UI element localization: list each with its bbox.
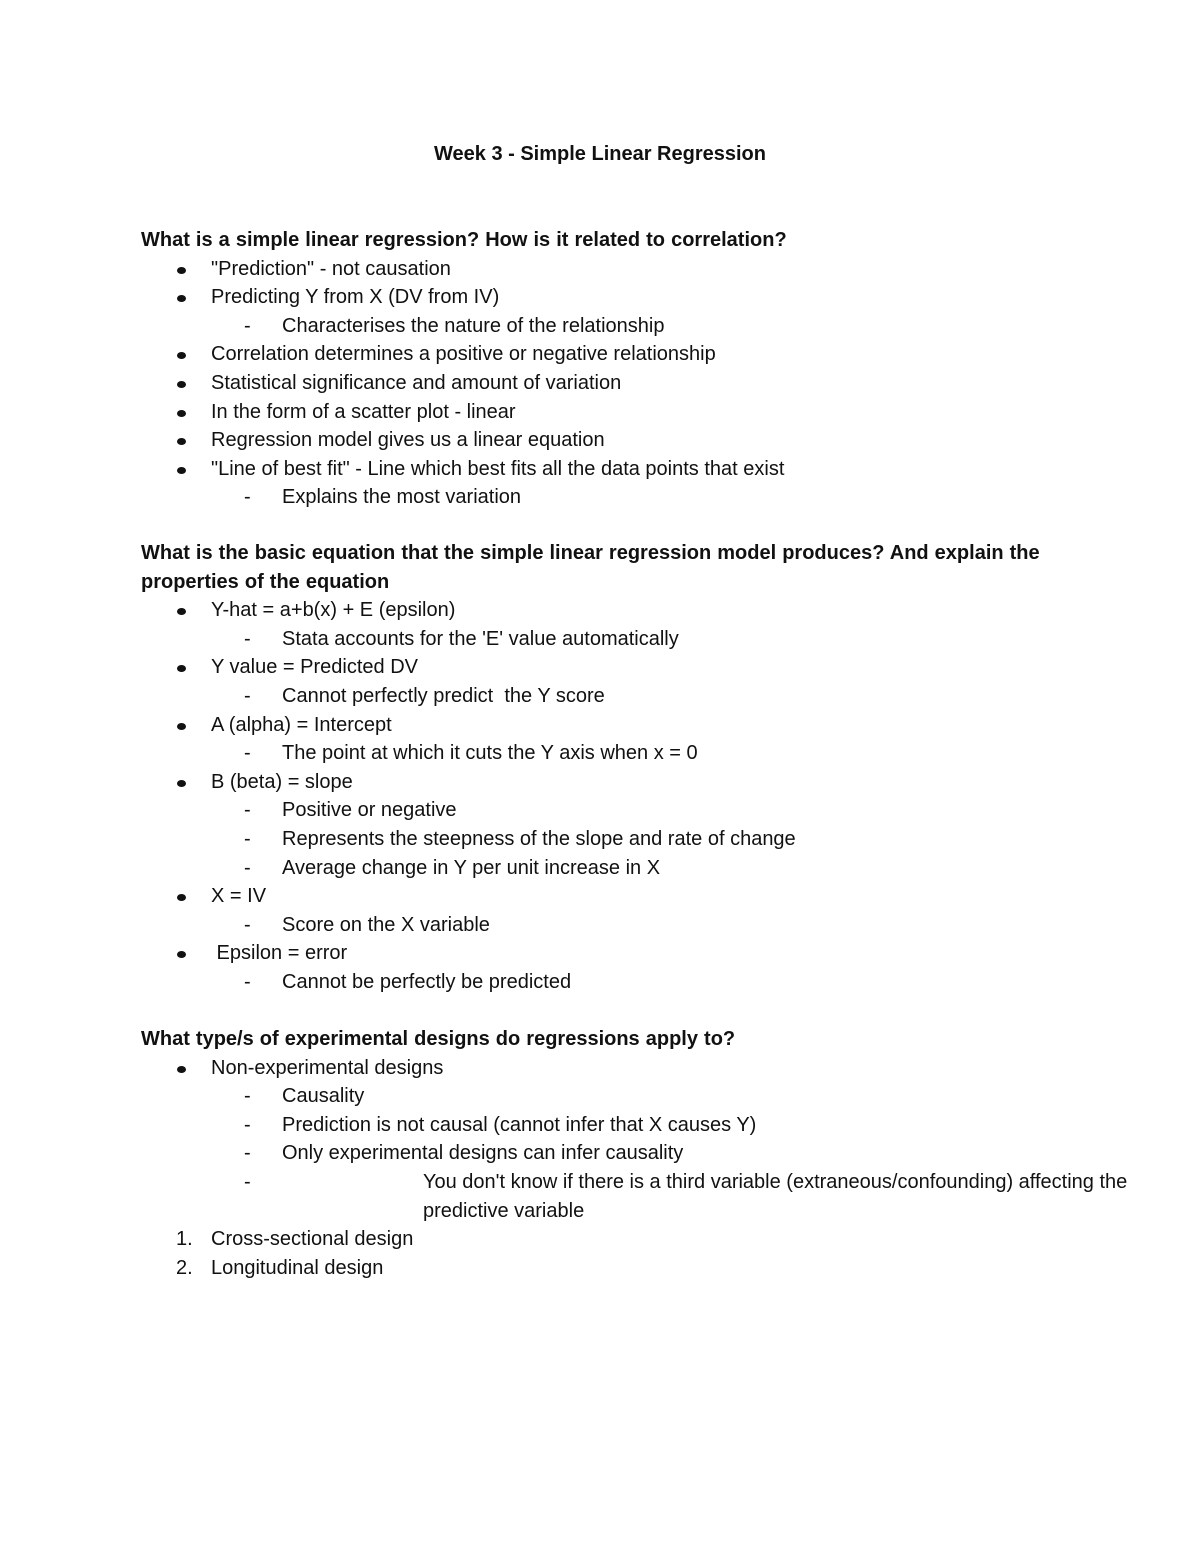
sub-list-item: - Cannot be perfectly be predicted <box>141 968 1041 997</box>
dash-icon: - <box>244 1142 251 1165</box>
dash-icon: - <box>244 856 251 879</box>
list-number: 2. <box>176 1256 193 1279</box>
list-item: In the form of a scatter plot - linear <box>141 398 1041 427</box>
bullet-icon <box>177 608 186 615</box>
dash-icon: - <box>244 486 251 509</box>
sub-list-item: - Causality <box>141 1082 1041 1111</box>
dash-icon: - <box>244 970 251 993</box>
list-number: 1. <box>176 1228 193 1251</box>
sub-list-item: - The point at which it cuts the Y axis when x = 0 <box>141 739 1041 768</box>
section-experimental-designs <box>141 1025 1128 1282</box>
list-item: Non-experimental designs <box>141 1054 1041 1083</box>
dash-icon: - <box>244 1170 251 1193</box>
list-item: Predicting Y from X (DV from IV) <box>141 283 1041 312</box>
section-question: What is a simple linear regression? How is it related to correlation? <box>141 229 787 251</box>
numbered-list-item: 2. Longitudinal design <box>141 1254 1041 1283</box>
list-item: B (beta) = slope <box>141 768 1041 797</box>
sub-list-item: - Positive or negative <box>141 796 1041 825</box>
section-basic-equation <box>141 539 1041 997</box>
sub-list-item: - You don't know if there is a third variable (extraneous/confounding) affecting the predictive variable <box>141 1168 1041 1225</box>
dash-icon: - <box>244 684 251 707</box>
sub-list-item: - Average change in Y per unit increase in X <box>141 854 1041 883</box>
dash-icon: - <box>244 827 251 850</box>
bullet-icon <box>177 295 186 302</box>
list-item: Correlation determines a positive or negative relationship <box>141 340 1041 369</box>
sub-list-item: - Score on the X variable <box>141 911 1041 940</box>
page-title: Week 3 - Simple Linear Regression <box>434 143 766 165</box>
bullet-icon <box>177 780 186 787</box>
section-question: What is the basic equation that the simple linear regression model produces? And explain the properties of the equation <box>141 542 1040 593</box>
dash-icon: - <box>244 742 251 765</box>
bullet-icon <box>177 951 186 958</box>
sub-list-item: - Cannot perfectly predict the Y score <box>141 682 1041 711</box>
sub-list-item: - Represents the steepness of the slope and rate of change <box>141 825 1041 854</box>
bullet-icon <box>177 1066 186 1073</box>
bullet-icon <box>177 410 186 417</box>
sub-list-item: - Explains the most variation <box>141 483 1041 512</box>
dash-icon: - <box>244 1113 251 1136</box>
list-item: Y-hat = a+b(x) + E (epsilon) <box>141 596 1041 625</box>
bullet-icon <box>177 467 186 474</box>
list-item: A (alpha) = Intercept <box>141 711 1041 740</box>
dash-icon: - <box>244 314 251 337</box>
section-regression-definition <box>141 226 1041 512</box>
dash-icon: - <box>244 1085 251 1108</box>
list-item: X = IV <box>141 882 1041 911</box>
bullet-icon <box>177 723 186 730</box>
dash-icon: - <box>244 913 251 936</box>
list-item: "Line of best fit" - Line which best fits all the data points that exist <box>141 455 1041 484</box>
bullet-icon <box>177 267 186 274</box>
list-item: Epsilon = error <box>141 939 1041 968</box>
numbered-list-item: 1. Cross-sectional design <box>141 1225 1041 1254</box>
dash-icon: - <box>244 627 251 650</box>
list-item: Statistical significance and amount of variation <box>141 369 1041 398</box>
bullet-icon <box>177 665 186 672</box>
sub-list-item: - Stata accounts for the 'E' value automatically <box>141 625 1041 654</box>
list-item: Y value = Predicted DV <box>141 653 1041 682</box>
sub-list-item: - Only experimental designs can infer causality <box>141 1139 1041 1168</box>
bullet-icon <box>177 894 186 901</box>
sub-list-item: - Prediction is not causal (cannot infer that X causes Y) <box>141 1111 1041 1140</box>
bullet-icon <box>177 381 186 388</box>
list-item: "Prediction" - not causation <box>141 255 1041 284</box>
bullet-icon <box>177 438 186 445</box>
section-question: What type/s of experimental designs do regressions apply to? <box>141 1028 736 1050</box>
dash-icon: - <box>244 799 251 822</box>
list-item: Regression model gives us a linear equation <box>141 426 1041 455</box>
bullet-icon <box>177 352 186 359</box>
sub-list-item: - Characterises the nature of the relationship <box>141 312 1041 341</box>
